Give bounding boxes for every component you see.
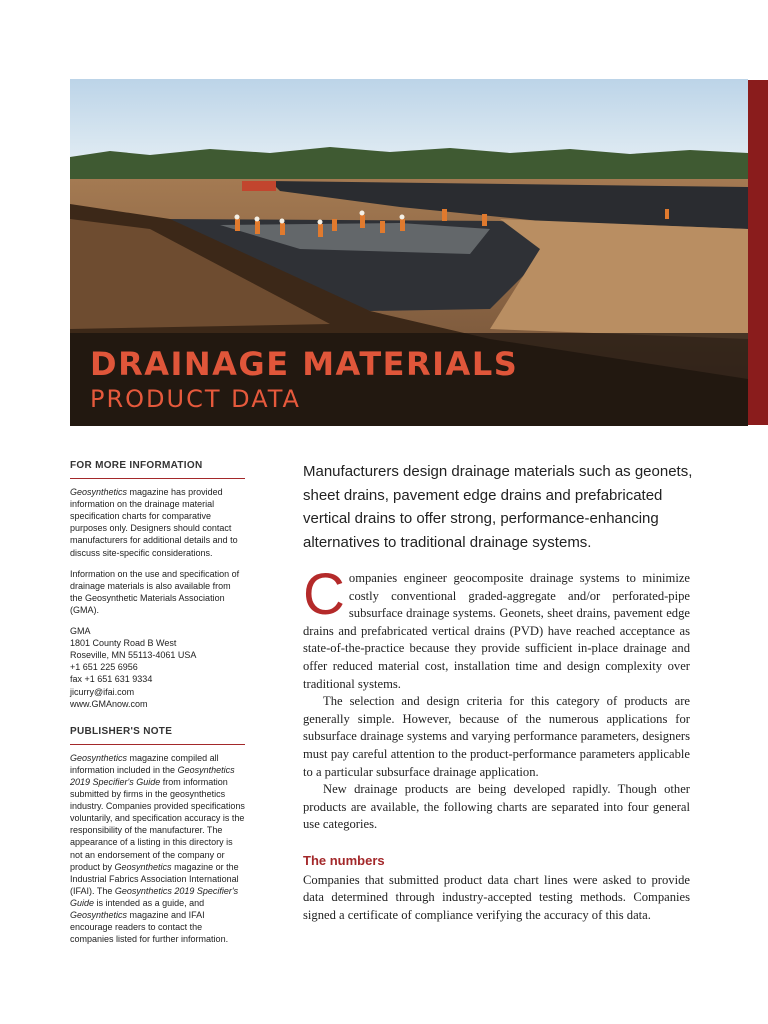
sidebar: [70, 460, 245, 954]
body-paragraph-2: The selection and design criteria for this category of products are generally simple. However, because of the numerous applications for subsurface drainage systems and varying performance parameters, designers must pay careful attention to the product-performance parameters applicable to a particular subsurface drainage application.: [303, 694, 690, 779]
page-title: DRAINAGE MATERIALS: [90, 345, 519, 383]
body-paragraph-3: New drainage products are being developed rapidly. Though other products are available, the following charts are separated into four general use categories.: [303, 782, 690, 832]
article-body: [303, 562, 690, 924]
hero-photo: [70, 79, 748, 426]
contact-fax: fax +1 651 631 9334: [70, 674, 153, 685]
publisher-note-paragraph: Geosynthetics magazine compiled all information included in the Geosynthetics 2019 Specifier's Guide from information submitted by firms in the geosynthetics industry. Companies provided specifications voluntarily, and specification accuracy is the responsibility of the manufacturer. The appearance of a listing in this directory is not an endorsement of the company or product by Geosynthetics magazine or the Industrial Fabrics Association International (IFAI). The Geosynthetics 2019 Specifier's Guide is intended as a guide, and Geosynthetics magazine and IFAI encourage readers to contact the companies listed for further information.: [70, 752, 245, 945]
page-subtitle: PRODUCT DATA: [90, 385, 301, 413]
accent-strip: [748, 80, 768, 425]
body-paragraph-1: Companies engineer geocomposite drainage systems to minimize costly conventional graded-aggregate and/or perforated-pipe subsurface drainage systems. Geonets, sheet drains, pavement edge drains and prefabricated vertical drains (PVD) have reached acceptance as state-of-the-practice because they provide sufficient in-place drainage and offer reduced material cost, installation time and design complexity over traditional systems.: [303, 562, 690, 691]
contact-line: Roseville, MN 55113-4061 USA: [70, 650, 197, 661]
section-heading: The numbers: [303, 852, 385, 868]
contact-email[interactable]: jicurry@ifai.com: [70, 686, 135, 697]
drop-cap: C: [303, 562, 345, 627]
contact-line: 1801 County Road B West: [70, 638, 177, 649]
title-band: [70, 333, 748, 426]
contact-phone: +1 651 225 6956: [70, 662, 138, 673]
publisher-note-heading: PUBLISHER'S NOTE: [70, 726, 245, 745]
contact-website[interactable]: www.GMAnow.com: [70, 698, 148, 709]
gma-info-paragraph: Information on the use and specification of drainage materials is also available from the Geosynthetic Materials Association (GMA).: [70, 568, 240, 615]
contact-line: GMA: [70, 626, 91, 637]
lead-paragraph: Manufacturers design drainage materials such as geonets, sheet drains, pavement edge drains and prefabricated vertical drains to offer strong, performance-enhancing alternatives to traditional drainage systems.: [303, 463, 693, 551]
more-info-heading: FOR MORE INFORMATION: [70, 460, 245, 479]
more-info-paragraph: Geosynthetics magazine has provided information on the drainage material specification charts for comparative purposes only. Designers should contact manufacturers for additional details and to discuss site-specific considerations.: [70, 487, 238, 558]
gma-contact-block: [70, 625, 245, 710]
body-paragraph-4: Companies that submitted product data chart lines were asked to provide data determined through industry-accepted testing methods. Companies signed a certificate of compliance verifying the accuracy of this data.: [303, 872, 690, 922]
